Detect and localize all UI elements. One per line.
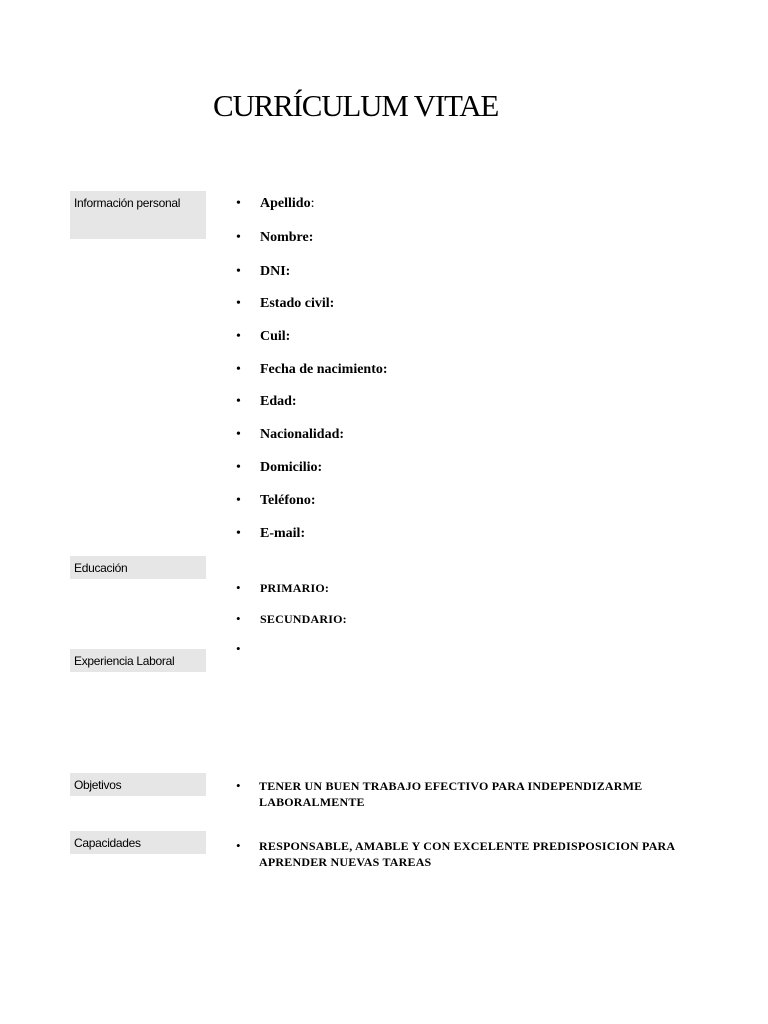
bullet-icon: • [236, 778, 241, 793]
field-label: Estado civil: [260, 296, 335, 311]
skills-item-text: RESPONSABLE, AMABLE Y CON EXCELENTE PREDISPOSICION PARA APRENDER NUEVAS TAREAS [259, 839, 675, 869]
education-secundario [236, 611, 347, 627]
skills-text [236, 838, 706, 870]
bullet-icon: • [236, 641, 241, 656]
bullet-icon: • [236, 394, 241, 409]
field-label: Teléfono: [260, 493, 316, 508]
bullet-icon: • [236, 230, 241, 245]
section-label-experience: Experiencia Laboral [70, 649, 206, 672]
field-telefono [236, 493, 315, 509]
bullet-icon: • [236, 526, 241, 541]
bullet-icon: • [236, 362, 241, 377]
field-edad [236, 394, 297, 410]
field-nacionalidad [236, 427, 344, 443]
bullet-icon: • [236, 329, 241, 344]
section-label-skills: Capacidades [70, 831, 206, 854]
field-label: Apellido [260, 196, 311, 211]
bullet-icon: • [236, 196, 241, 211]
field-label: E-mail: [260, 526, 306, 541]
field-fecha-nacimiento [236, 362, 388, 378]
field-label: Nombre: [260, 230, 314, 245]
bullet-icon: • [236, 460, 241, 475]
field-dni [236, 264, 290, 280]
field-label: Fecha de nacimiento: [260, 362, 388, 377]
field-email [236, 526, 305, 542]
objectives-text [236, 778, 706, 810]
field-label: Cuil: [260, 329, 291, 344]
bullet-icon: • [236, 493, 241, 508]
bullet-icon: • [236, 611, 241, 626]
bullet-icon: • [236, 580, 241, 595]
bullet-icon: • [236, 427, 241, 442]
field-label: Domicilio: [260, 460, 323, 475]
education-item-text: SECUNDARIO: [260, 612, 347, 626]
field-nombre [236, 230, 313, 246]
objectives-item-text: TENER UN BUEN TRABAJO EFECTIVO PARA INDEPENDIZARME LABORALMENTE [259, 779, 643, 809]
bullet-icon: • [236, 296, 241, 311]
field-domicilio [236, 460, 322, 476]
section-label-education: Educación [70, 556, 206, 579]
section-label-personal: Información personal [70, 191, 206, 239]
bullet-icon: • [236, 264, 241, 279]
field-cuil [236, 329, 290, 345]
field-estado-civil [236, 296, 334, 312]
education-item-text: PRIMARIO: [260, 581, 330, 595]
section-label-objectives: Objetivos [70, 773, 206, 796]
field-label: Edad: [260, 394, 297, 409]
education-empty [236, 641, 260, 657]
field-label: DNI: [260, 264, 291, 279]
field-label: Nacionalidad: [260, 427, 345, 442]
document-title: CURRÍCULUM VITAE [213, 88, 499, 123]
field-colon: : [310, 196, 315, 211]
education-primario [236, 580, 329, 596]
bullet-icon: • [236, 838, 241, 853]
field-apellido [236, 196, 314, 212]
